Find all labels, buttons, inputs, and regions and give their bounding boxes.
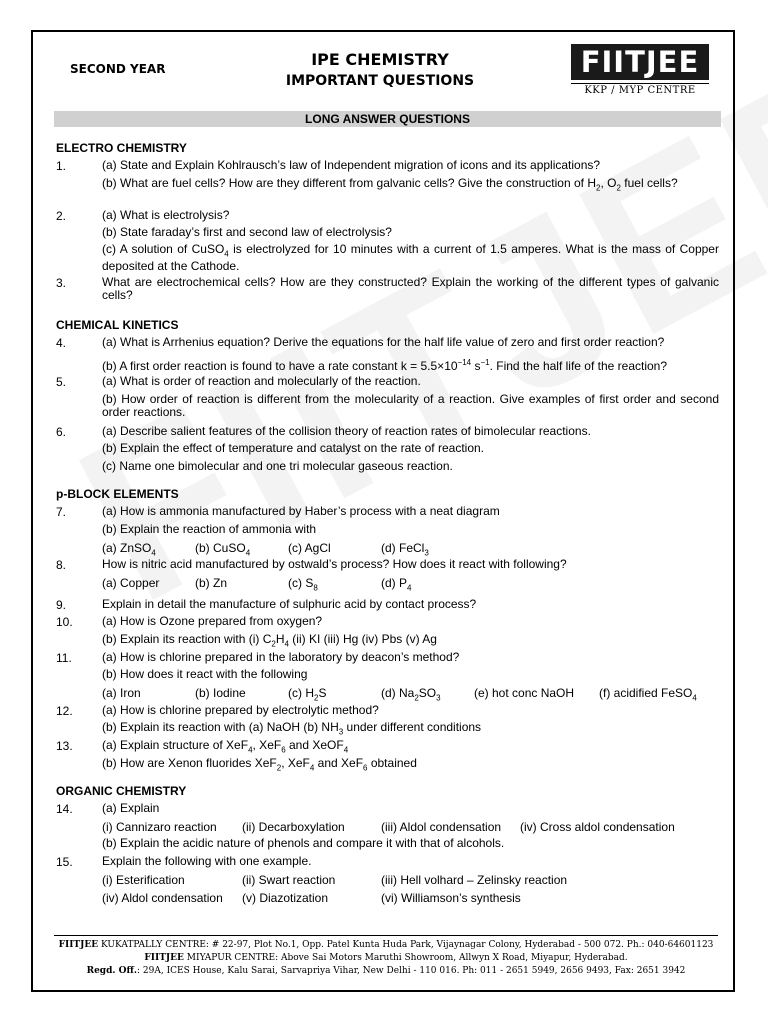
question-text — [102, 721, 481, 738]
subscript: 3 — [424, 548, 429, 558]
question-number: 1. — [56, 159, 67, 173]
section-title-bar: LONG ANSWER QUESTIONS — [54, 111, 721, 127]
question-text — [102, 356, 667, 373]
question-number: 10. — [56, 615, 73, 629]
question-number: 12. — [56, 704, 73, 718]
footer-text: KUKATPALLY CENTRE: # 22-97, Plot No.1, Opp. Patel Kunta Huda Park, Vijaynagar Colony, Hyderabad - 500 072. Ph.: 040-64601123 — [100, 940, 714, 950]
topic-heading: p-BLOCK ELEMENTS — [56, 487, 179, 501]
footer-text: MIYAPUR CENTRE: Above Sai Motors Maruthi Showroom, Allwyn X Road, Miyapur, Hyderabad. — [186, 953, 628, 963]
footer-regd-office — [54, 966, 718, 976]
question-number: 5. — [56, 375, 67, 389]
text-fragment: , XeF — [252, 738, 282, 752]
subscript: 4 — [343, 745, 349, 755]
text-fragment: (b) Explain its reaction with (i) C — [102, 632, 272, 646]
text-fragment: (c) S — [288, 576, 314, 590]
question-text — [102, 739, 348, 756]
option: (iii) Aldol condensation — [381, 820, 502, 834]
text-fragment: H — [275, 632, 285, 646]
question-number: 8. — [56, 558, 67, 572]
subscript: 4 — [224, 249, 229, 259]
question-text: Explain the following with one example. — [102, 854, 312, 868]
option — [381, 541, 429, 557]
option: (ii) Decarboxylation — [242, 820, 345, 834]
subscript: 4 — [407, 583, 412, 593]
text-fragment: and XeOF — [285, 738, 344, 752]
subscript: 3 — [338, 727, 344, 737]
subscript: 4 — [692, 693, 697, 703]
question-text: (a) Explain — [102, 801, 160, 815]
text-fragment: is electrolyzed for 10 minutes with a current of 1.5 amperes. What is the mass of Copper deposited at the Cathode. — [102, 242, 719, 274]
question-text: (a) What is Arrhenius equation? Derive the equations for the half life value of zero and first order reaction? — [102, 335, 665, 349]
question-number: 7. — [56, 505, 67, 519]
subscript: 4 — [151, 548, 156, 558]
subscript: 6 — [363, 763, 368, 773]
subscript: 3 — [436, 693, 441, 703]
year-label: SECOND YEAR — [70, 62, 166, 76]
option: (i) Esterification — [102, 873, 185, 887]
text-fragment: (d) P — [381, 576, 408, 590]
question-text: Explain in detail the manufacture of sulphuric acid by contact process? — [102, 597, 477, 611]
subscript: 2 — [271, 639, 276, 649]
question-text: (a) Describe salient features of the collision theory of reaction rates of bimolecular reactions. — [102, 424, 591, 438]
subscript: 2 — [314, 693, 319, 703]
footer-label: Regd. Off. — [86, 966, 138, 976]
question-text: (b) State faraday’s first and second law of electrolysis? — [102, 225, 392, 239]
question-text: (b) How order of reaction is different from the molecularity of a reaction. Give examples of first order and second order reactions. — [102, 392, 719, 419]
text-fragment: under different conditions — [343, 720, 482, 734]
text-fragment: (ii) KI (iii) Hg (iv) Pbs (v) Ag — [288, 632, 437, 646]
option — [599, 686, 697, 702]
option — [288, 686, 326, 702]
text-fragment: (b) A first order reaction is found to have a rate constant — [102, 359, 401, 373]
question-text: (a) How is chlorine prepared by electrolytic method? — [102, 703, 379, 717]
subscript: 2 — [616, 183, 621, 193]
text-fragment: (b) How are Xenon fluorides XeF — [102, 756, 277, 770]
option: (e) hot conc NaOH — [474, 686, 575, 700]
text-fragment: S — [318, 686, 327, 700]
text-fragment: (a) ZnSO — [102, 541, 152, 555]
question-text: (b) Explain the effect of temperature and catalyst on the rate of reaction. — [102, 441, 484, 455]
text-fragment: (c) H — [288, 686, 314, 700]
question-text: (a) How is chlorine prepared in the laboratory by deacon’s method? — [102, 650, 460, 664]
text-fragment: (d) Na — [381, 686, 415, 700]
text-fragment: (a) Explain structure of XeF — [102, 738, 249, 752]
document-title: IPE CHEMISTRY — [311, 50, 449, 69]
text-fragment: s — [471, 359, 481, 373]
question-text: (a) How is ammonia manufactured by Haber’s process with a neat diagram — [102, 504, 500, 518]
option: (iv) Aldol condensation — [102, 891, 223, 905]
question-number: 14. — [56, 802, 73, 816]
footer-text: : 29A, ICES House, Kalu Sarai, Sarvapriya Vihar, New Delhi - 110 016. Ph: 011 - 2651 5949, 2656 9493, Fax: 2651 3942 — [137, 966, 686, 976]
question-number: 9. — [56, 598, 67, 612]
question-text: (c) Name one bimolecular and one tri molecular gaseous reaction. — [102, 459, 453, 473]
subscript: 6 — [281, 745, 286, 755]
subscript: 2 — [596, 183, 601, 193]
superscript: −14 — [457, 358, 472, 367]
option — [102, 541, 156, 557]
text-fragment: , XeF — [281, 756, 310, 770]
question-number: 3. — [56, 276, 67, 290]
document-subtitle: IMPORTANT QUESTIONS — [285, 73, 475, 89]
superscript: −1 — [480, 358, 490, 367]
option: (a) Iron — [102, 686, 141, 700]
question-text: (a) How is Ozone prepared from oxygen? — [102, 614, 323, 628]
text-fragment: (b) CuSO — [195, 541, 246, 555]
question-text: (b) Explain the acidic nature of phenols and compare it with that of alcohols. — [102, 836, 505, 850]
text-fragment: fuel cells? — [620, 176, 678, 190]
fiitjee-logo: FIITJEE — [571, 44, 709, 80]
topic-heading: ELECTRO CHEMISTRY — [56, 141, 187, 155]
question-text: What are electrochemical cells? How are they constructed? Explain the working of the different types of galvanic cells? — [102, 275, 719, 302]
text-fragment: and XeF — [314, 756, 364, 770]
text-fragment: , O — [600, 176, 617, 190]
footer-brand: FIITJEE — [144, 953, 184, 963]
option: (iv) Cross aldol condensation — [520, 820, 675, 834]
question-text: (b) How does it react with the following — [102, 667, 308, 681]
question-number: 13. — [56, 739, 73, 753]
option: (c) AgCl — [288, 541, 331, 555]
question-text: (a) What is order of reaction and molecularly of the reaction. — [102, 374, 421, 388]
question-text: (a) What is electrolysis? — [102, 208, 230, 222]
question-text — [102, 757, 417, 774]
question-number: 15. — [56, 855, 73, 869]
option: (a) Copper — [102, 576, 160, 590]
text-fragment: obtained — [367, 756, 417, 770]
text-fragment: . Find the half life of the reaction? — [489, 359, 668, 373]
text-fragment: (c) A solution of CuSO — [102, 242, 225, 256]
subscript: 4 — [248, 745, 253, 755]
subscript: 4 — [245, 548, 251, 558]
subscript: 4 — [309, 763, 315, 773]
question-number: 2. — [56, 209, 67, 223]
option — [288, 576, 318, 592]
option: (b) Iodine — [195, 686, 246, 700]
subscript: 2 — [276, 763, 282, 773]
subscript: 8 — [313, 583, 318, 593]
option — [381, 576, 411, 592]
question-text: How is nitric acid manufactured by ostwald’s process? How does it react with following? — [102, 557, 567, 571]
question-text: (b) Explain the reaction of ammonia with — [102, 522, 317, 536]
subscript: 4 — [284, 639, 289, 649]
option: (ii) Swart reaction — [242, 873, 336, 887]
topic-heading: CHEMICAL KINETICS — [56, 318, 179, 332]
topic-heading: ORGANIC CHEMISTRY — [56, 784, 187, 798]
footer-miyapur — [54, 953, 718, 963]
question-number: 6. — [56, 425, 67, 439]
option — [381, 686, 441, 702]
subscript: 2 — [414, 693, 419, 703]
footer-brand: FIITJEE — [58, 940, 99, 950]
footer-divider — [54, 935, 718, 936]
footer-kukatpally — [54, 940, 718, 950]
option: (vi) Williamson’s synthesis — [381, 891, 521, 905]
text-fragment: SO — [418, 686, 437, 700]
option: (i) Cannizaro reaction — [102, 820, 217, 834]
centre-label: KKP / MYP CENTRE — [584, 85, 696, 96]
text-fragment: (b) Explain its reaction with (a) NaOH (b) NH — [102, 720, 339, 734]
rate-constant: k = 5.5×10 — [400, 359, 458, 373]
option: (iii) Hell volhard – Zelinsky reaction — [381, 873, 568, 887]
question-number: 11. — [56, 651, 72, 665]
option — [195, 541, 250, 557]
question-number: 4. — [56, 336, 67, 350]
text-fragment: (b) What are fuel cells? How are they different from galvanic cells? Give the construction of H — [102, 176, 596, 190]
option: (v) Diazotization — [242, 891, 329, 905]
question-text — [102, 177, 719, 194]
question-text — [102, 243, 719, 273]
option: (b) Zn — [195, 576, 228, 590]
text-fragment: (d) FeCl — [381, 541, 425, 555]
text-fragment: (f) acidified FeSO — [599, 686, 693, 700]
question-text: (a) State and Explain Kohlrausch’s law of Independent migration of icons and its applications? — [102, 158, 601, 172]
question-text — [102, 633, 437, 650]
